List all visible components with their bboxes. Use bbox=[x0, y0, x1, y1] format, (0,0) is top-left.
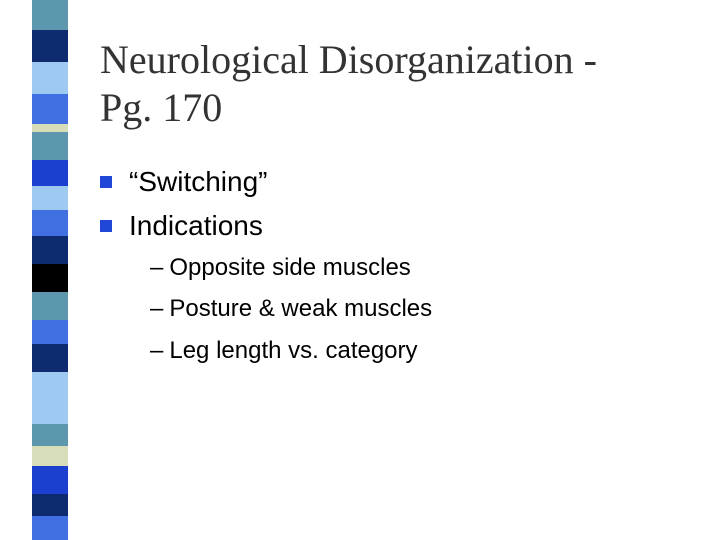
sub-bullet-dash: – bbox=[150, 254, 164, 281]
slide-title bbox=[100, 36, 700, 132]
stripe-block bbox=[32, 392, 68, 424]
sub-bullet-label: Opposite side muscles bbox=[169, 254, 411, 281]
stripe-block bbox=[32, 186, 68, 210]
sub-bullet-posture bbox=[150, 294, 432, 324]
stripe-block bbox=[32, 210, 68, 236]
stripe-block bbox=[32, 372, 68, 392]
stripe-block bbox=[32, 0, 68, 30]
stripe-block bbox=[32, 94, 68, 124]
stripe-block bbox=[32, 124, 68, 132]
stripe-block bbox=[32, 344, 68, 372]
stripe-block bbox=[32, 516, 68, 540]
stripe-block bbox=[32, 160, 68, 186]
stripe-block bbox=[32, 446, 68, 466]
bullet-square-icon bbox=[100, 220, 112, 232]
sub-bullet-label: Leg length vs. category bbox=[169, 337, 418, 364]
sub-bullet-dash: – bbox=[150, 295, 164, 322]
decorative-stripe bbox=[32, 0, 68, 540]
bullet-label: “Switching” bbox=[129, 166, 268, 197]
slide-title-line-2: Pg. 170 bbox=[100, 85, 223, 130]
bullet-square-icon bbox=[100, 176, 112, 188]
stripe-block bbox=[32, 236, 68, 264]
bullet-label: Indications bbox=[129, 210, 263, 241]
stripe-block bbox=[32, 320, 68, 344]
stripe-block bbox=[32, 424, 68, 446]
stripe-block bbox=[32, 292, 68, 320]
stripe-block bbox=[32, 264, 68, 292]
stripe-block bbox=[32, 62, 68, 94]
bullet-indications bbox=[100, 209, 263, 243]
sub-bullet-leg-length bbox=[150, 336, 418, 366]
sub-bullet-opposite-side bbox=[150, 253, 411, 283]
stripe-block bbox=[32, 466, 68, 494]
sub-bullet-dash: – bbox=[150, 337, 164, 364]
stripe-block bbox=[32, 132, 68, 160]
bullet-switching bbox=[100, 165, 267, 199]
stripe-block bbox=[32, 30, 68, 62]
stripe-block bbox=[32, 494, 68, 516]
sub-bullet-label: Posture & weak muscles bbox=[169, 295, 433, 322]
slide-title-line-1: Neurological Disorganization - bbox=[100, 37, 597, 82]
